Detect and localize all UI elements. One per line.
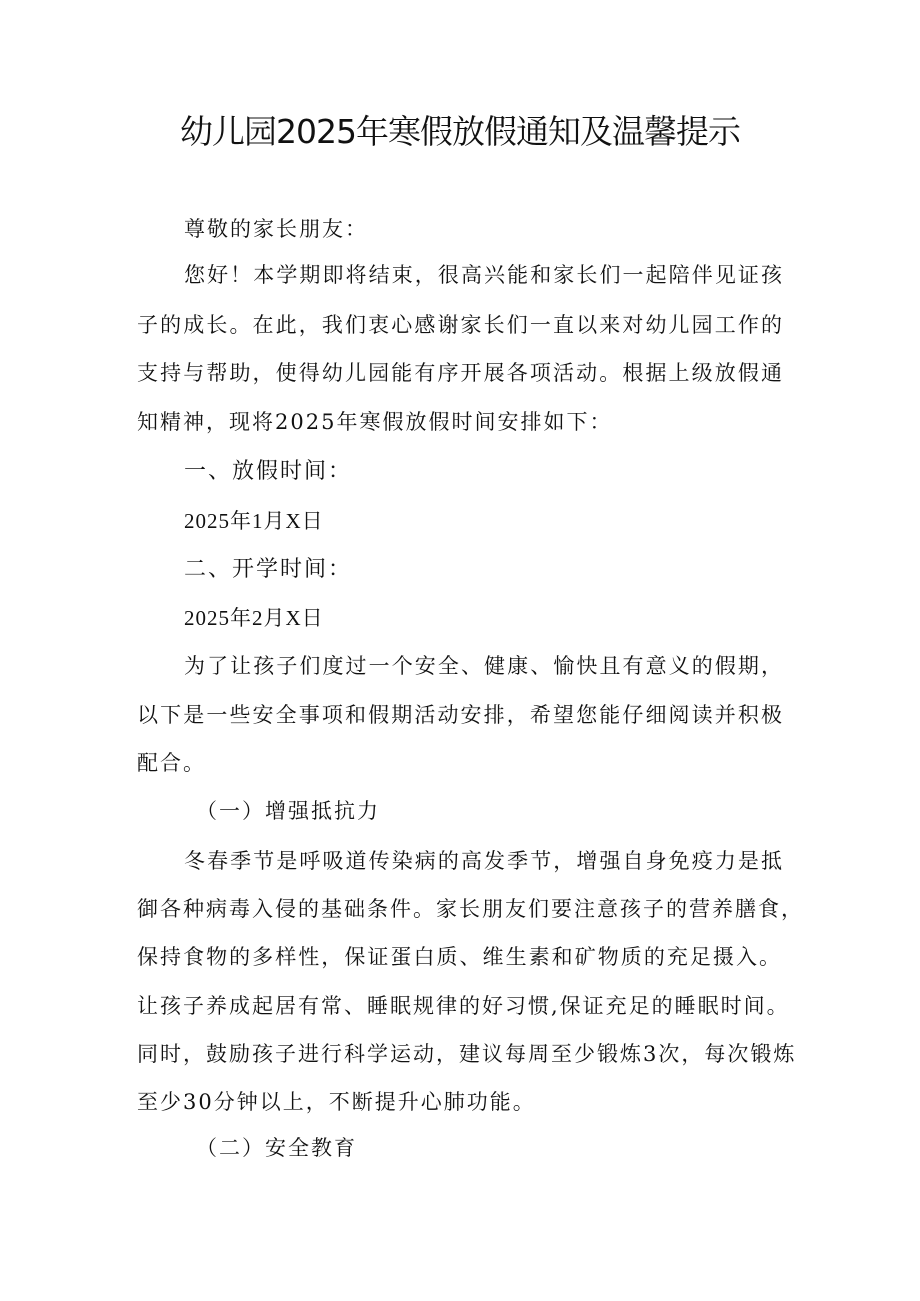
purpose-line-1: 为了让孩子们度过一个安全、健康、愉快且有意义的假期， [184, 654, 784, 678]
intro-line-2: 子的成长。在此，我们衷心感谢家长们一直以来对幼儿园工作的 [137, 313, 784, 337]
immunity-line-1: 冬春季节是呼吸道传染病的高发季节，增强自身免疫力是抵 [184, 849, 784, 873]
section-heading-holiday-time: 一、放假时间： [184, 459, 353, 484]
intro-line-3: 支持与帮助，使得幼儿园能有序开展各项活动。根据上级放假通 [137, 361, 784, 385]
purpose-line-3: 配合。 [137, 751, 206, 775]
immunity-line-4: 让孩子养成起居有常、睡眠规律的好习惯,保证充足的睡眠时间。 [137, 994, 790, 1018]
immunity-line-6: 至少30分钟以上，不断提升心肺功能。 [137, 1090, 536, 1114]
immunity-line-3: 保持食物的多样性，保证蛋白质、维生素和矿物质的充足摄入。 [137, 945, 782, 969]
holiday-start-date: 2025年1月X日 [184, 509, 324, 533]
immunity-line-2: 御各种病毒入侵的基础条件。家长朋友们要注意孩子的营养膳食， [137, 897, 804, 921]
section-heading-school-start: 二、开学时间： [184, 557, 353, 582]
subsection-heading-safety: （二）安全教育 [196, 1136, 357, 1160]
immunity-line-5: 同时，鼓励孩子进行科学运动，建议每周至少锻炼3次，每次锻炼 [137, 1042, 797, 1066]
school-start-date: 2025年2月X日 [184, 606, 324, 630]
intro-line-4: 知精神，现将2025年寒假放假时间安排如下： [137, 410, 613, 434]
subsection-heading-immunity: （一）增强抵抗力 [196, 799, 380, 823]
intro-line-1: 您好！本学期即将结束，很高兴能和家长们一起陪伴见证孩 [184, 263, 784, 287]
purpose-line-2: 以下是一些安全事项和假期活动安排，希望您能仔细阅读并积极 [137, 703, 784, 727]
document-title: 幼儿园2025年寒假放假通知及温馨提示 [180, 112, 740, 151]
salutation: 尊敬的家长朋友： [184, 217, 368, 241]
